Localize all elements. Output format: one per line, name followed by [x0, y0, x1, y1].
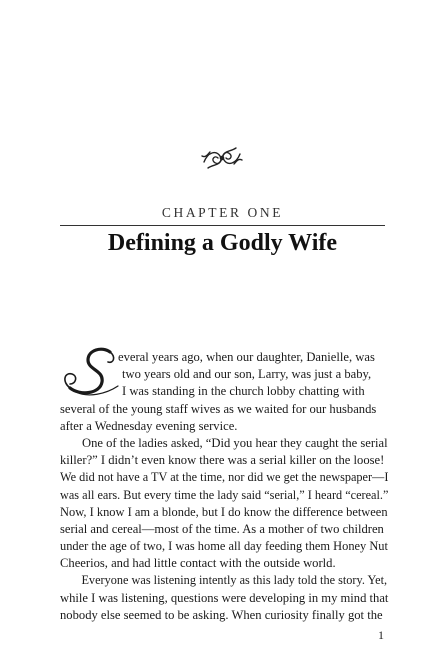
text-line: We did not have a TV at the time, nor did we get the newspaper—I — [60, 470, 389, 485]
text-line: was all ears. But every time the lady said “serial,” I heard “cereal.” — [60, 487, 389, 502]
chapter-title: Defining a Godly Wife — [107, 230, 338, 256]
drop-cap-letter: S — [58, 333, 67, 350]
text-line: after a Wednesday evening service. — [60, 418, 238, 433]
text-line: serial and cereal—most of the time. As a mother of two children — [60, 521, 384, 536]
chapter-rule — [60, 225, 385, 226]
text-line: two years old and our son, Larry, was just a baby, — [122, 367, 372, 382]
text-line: Now, I know I am a blonde, but I do know the difference between — [60, 504, 388, 519]
text-line: while I was listening, questions were developing in my mind that — [60, 590, 389, 605]
text-line: several of the young staff wives as we waited for our husbands — [60, 401, 377, 416]
text-line: everal years ago, when our daughter, Danielle, was — [118, 350, 375, 364]
text-line: I was standing in the church lobby chatting with — [122, 384, 365, 399]
fleuron-icon — [198, 140, 246, 176]
page-number: 1 — [378, 628, 384, 642]
body-text — [60, 349, 388, 624]
text-line: under the age of two, I was home all day feeding them Honey Nut — [60, 539, 388, 554]
text-line: nobody else seemed to be asking. When curiosity finally got the — [60, 607, 383, 622]
text-line: killer?” I didn’t even know there was a serial killer on the loose! — [60, 453, 385, 468]
text-line: Cheerios, and had little contact with the outside world. — [60, 556, 336, 571]
text-line: Everyone was listening intently as this lady told the story. Yet, — [81, 573, 388, 588]
text-line: One of the ladies asked, “Did you hear they caught the serial — [82, 435, 388, 450]
chapter-label: CHAPTER ONE — [161, 205, 284, 220]
